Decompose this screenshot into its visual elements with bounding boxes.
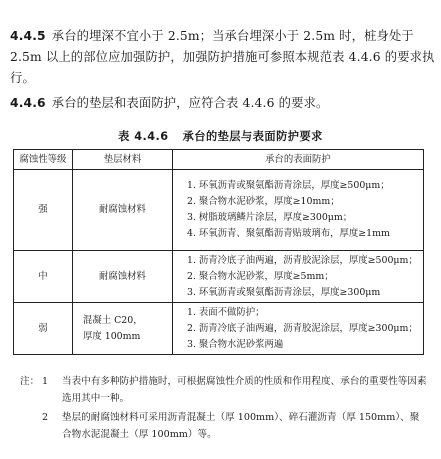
grade-cell: 强: [14, 170, 73, 251]
measure-item: 2. 聚合物水泥砂浆，厚度≥5mm；: [187, 270, 334, 282]
clause-number: 4.4.5: [10, 29, 46, 43]
grade-cell: 弱: [14, 303, 73, 355]
material-line: 混凝土 C20，: [83, 314, 143, 326]
measure-item: 1. 沥青冷底子油两遍，沥青胶泥涂层，厚度≥500μm；: [187, 254, 418, 266]
header-grade: 腐蚀性等级: [14, 150, 73, 170]
material-line: 厚度 100mm: [83, 330, 141, 342]
note-item: [20, 409, 428, 443]
table-title: 承台的垫层与表面防护要求: [182, 130, 323, 143]
header-material: 垫层材料: [73, 150, 173, 170]
measure-item: 3. 树脂玻璃鳞片涂层，厚度≥300μm；: [187, 212, 353, 223]
table-header-row: [14, 150, 424, 170]
grade-cell: 中: [14, 251, 73, 303]
measures-cell: [173, 170, 424, 251]
note-index: 1: [42, 376, 49, 387]
table-row: [14, 303, 424, 355]
note-item: [20, 373, 428, 407]
measure-item: 4. 环氧沥青、聚氨酯沥青贴玻璃布，厚度≥1mm: [187, 228, 390, 239]
measure-item: 3. 环氧沥青或聚氨酯沥青涂层，厚度≥300μm: [187, 286, 381, 298]
measures-cell: [173, 303, 424, 355]
note-text: 垫层的耐腐蚀材料可采用沥青混凝土（厚 100mm）、碎石灌沥青（厚 150mm）、聚合物水泥混凝土（厚 100mm）等。: [62, 412, 420, 440]
clause-text: 承台的埋深不宜小于 2.5m；当承台埋深小于 2.5m 时，桩身处于 2.5m 以上的部位应加强防护，加强防护措施可参照本规范表 4.4.6 的要求执行。: [10, 29, 435, 85]
clause-4-4-6: [10, 93, 436, 114]
note-index: 2: [42, 412, 49, 423]
measure-item: 2. 沥青冷底子油两遍，沥青胶泥涂层，厚度≥300μm；: [187, 322, 418, 334]
note-text: 当表中有多种防护措施时，可根据腐蚀性介质的性质和作用程度、承台的重要性等因素选用其中一种。: [62, 376, 427, 404]
notes-label: 注：: [20, 376, 40, 387]
table-number: 表 4.4.6: [118, 130, 169, 143]
measure-item: 1. 表面不做防护；: [187, 306, 265, 318]
measure-item: 2. 聚合物水泥砂浆，厚度≥10mm；: [187, 196, 340, 207]
measure-item: 1. 环氧沥青或聚氨酯沥青涂层，厚度≥500μm；: [187, 180, 390, 191]
header-protection: 承台的表面防护: [173, 150, 424, 170]
table-row: [14, 251, 424, 303]
clause-4-4-5: [10, 26, 436, 89]
measure-item: 3. 聚合物水泥砂浆两遍: [187, 338, 284, 350]
table-notes: [20, 373, 428, 443]
protection-table: [13, 149, 424, 355]
table-caption: [0, 128, 441, 144]
measures-cell: [173, 251, 424, 303]
material-cell: 耐腐蚀材料: [73, 251, 173, 303]
material-cell: [73, 303, 173, 355]
clause-number: 4.4.6: [10, 96, 46, 110]
table-row: [14, 170, 424, 251]
clause-text: 承台的垫层和表面防护，应符合表 4.4.6 的要求。: [51, 96, 329, 110]
material-cell: 耐腐蚀材料: [73, 170, 173, 251]
